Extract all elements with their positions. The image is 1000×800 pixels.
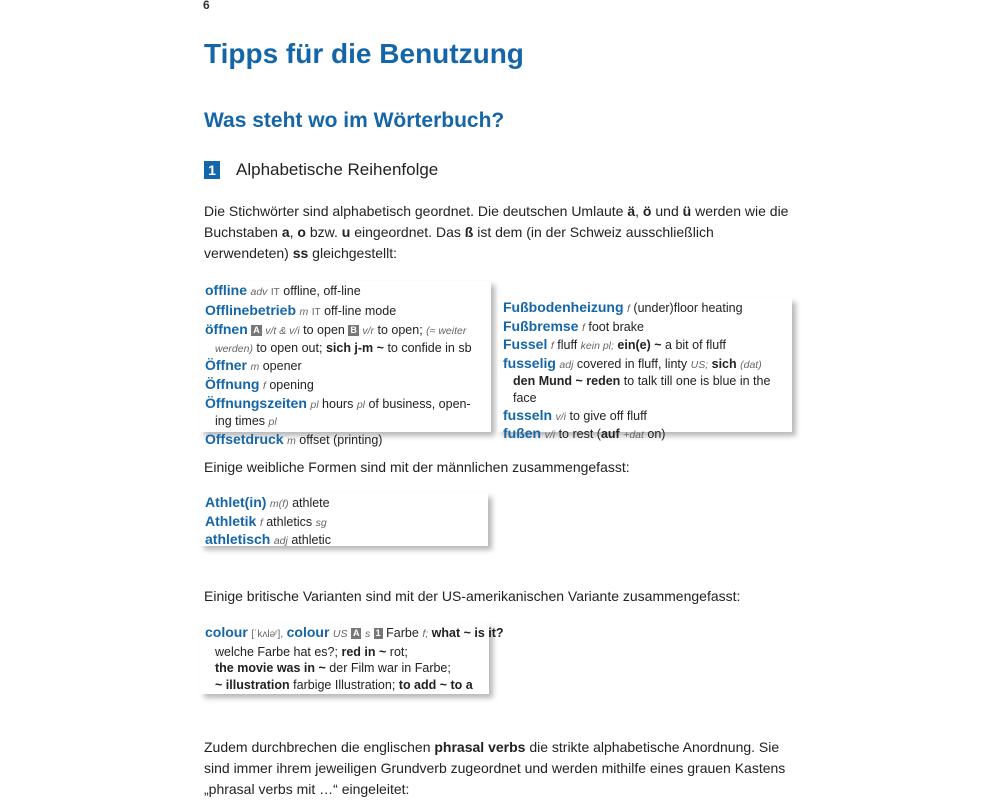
text: werden wie die Buchstaben bbox=[204, 203, 789, 240]
paragraph-phrasal-verbs bbox=[204, 737, 794, 800]
definition: to open bbox=[303, 323, 345, 338]
entry-fussbremse bbox=[503, 318, 792, 337]
definition: to give off fluff bbox=[569, 408, 647, 423]
headword: colour bbox=[205, 624, 248, 640]
headword: fusseln bbox=[503, 406, 553, 423]
definition: offset (printing) bbox=[299, 432, 383, 447]
page-number: 6 bbox=[203, 0, 210, 12]
headword: athletisch bbox=[205, 531, 271, 548]
text: ist dem (in der Schweiz ausschließlich verwendeten) bbox=[204, 224, 714, 261]
note: +dat bbox=[623, 429, 644, 442]
entry-offsetdruck bbox=[205, 431, 491, 450]
grammar: s bbox=[364, 628, 371, 640]
note: werden) bbox=[215, 342, 253, 355]
sense-tag-b: B bbox=[350, 325, 357, 336]
text: Zudem durchbrechen die englischen bbox=[204, 739, 435, 755]
definition: (under)floor heating bbox=[633, 301, 743, 315]
phrase: den Mund ~ reden bbox=[513, 374, 621, 389]
definition: welche Farbe hat es?; bbox=[215, 644, 338, 659]
grammar: f bbox=[262, 379, 266, 392]
dictionary-excerpt-colour bbox=[200, 623, 504, 694]
sense-tag-1: 1 bbox=[375, 628, 381, 638]
phrase: ~ illustration bbox=[215, 677, 290, 692]
grammar: adv bbox=[250, 286, 268, 298]
headword: Öffnung bbox=[205, 375, 260, 392]
umlaut-a: ä bbox=[627, 203, 636, 219]
entry-fusseln bbox=[503, 407, 792, 426]
headword: öffnen bbox=[205, 321, 248, 338]
headword: fusselig bbox=[503, 354, 556, 371]
label: IT bbox=[311, 306, 321, 318]
sense-tag-a: A bbox=[253, 325, 260, 336]
letter-o: o bbox=[297, 224, 306, 240]
entry-athletisch bbox=[205, 531, 488, 550]
definition: of business, open- bbox=[368, 396, 471, 411]
phrase: ein(e) ~ bbox=[617, 338, 662, 353]
definition: ing times bbox=[215, 414, 266, 429]
definition: Farbe bbox=[386, 626, 419, 640]
text: eingeordnet. Das bbox=[350, 224, 465, 240]
text: bzw. bbox=[305, 224, 342, 240]
entry-oeffnungszeiten-cont bbox=[205, 413, 491, 431]
definition: fluff bbox=[557, 338, 578, 353]
definition: opener bbox=[262, 359, 302, 374]
grammar: f bbox=[259, 516, 263, 529]
dictionary-excerpt-o bbox=[200, 281, 491, 447]
note: (dat) bbox=[740, 358, 762, 371]
headword: fußen bbox=[503, 425, 542, 442]
definition: to confide in sb bbox=[387, 340, 472, 355]
headword: Öffnungszeiten bbox=[205, 394, 307, 411]
headword: Fußbodenheizung bbox=[503, 299, 624, 315]
definition: on) bbox=[643, 427, 666, 442]
text: gleichgestellt: bbox=[308, 245, 398, 261]
page-title: Tipps für die Benutzung bbox=[204, 38, 524, 69]
grammar: v/i bbox=[555, 410, 566, 423]
phrase: sich bbox=[711, 356, 737, 371]
grammar: adj bbox=[559, 358, 574, 371]
grammar: m bbox=[299, 305, 309, 318]
entry-offline bbox=[205, 282, 491, 302]
entry-colour bbox=[205, 624, 504, 644]
entry-fussen bbox=[503, 425, 792, 444]
grammar: v/i bbox=[544, 429, 556, 442]
entry-colour-cont bbox=[205, 677, 489, 694]
letter-u: u bbox=[341, 224, 351, 240]
grammar: f bbox=[550, 340, 554, 353]
definition: athlete bbox=[292, 496, 330, 510]
entry-athletin bbox=[205, 494, 488, 513]
definition: off-line mode bbox=[324, 303, 397, 318]
paragraph-british-variants: Einige britische Varianten sind mit der US-amerikanischen Variante zusammengefasst: bbox=[204, 588, 741, 604]
dictionary-excerpt-f bbox=[498, 298, 792, 442]
subsection-title: Alphabetische Reihenfolge bbox=[236, 160, 439, 179]
label: IT bbox=[270, 287, 280, 298]
phrasal-verbs-term: phrasal verbs bbox=[434, 739, 526, 755]
definition: athletic bbox=[291, 533, 331, 548]
grammar: m bbox=[250, 361, 260, 374]
grammar: m bbox=[287, 434, 296, 447]
definition: to open; bbox=[377, 323, 423, 338]
entry-fussbodenheizung bbox=[503, 299, 792, 318]
text: Die Stichwörter sind alphabetisch geordnet. Die deutschen Umlaute bbox=[204, 203, 628, 219]
definition: to rest ( bbox=[558, 427, 601, 442]
entry-oeffnen-cont bbox=[205, 340, 491, 358]
text: , bbox=[289, 224, 298, 240]
headword-us: colour bbox=[286, 624, 330, 640]
definition: opening bbox=[269, 377, 314, 392]
grammar: v/r bbox=[362, 325, 375, 338]
entry-oeffnung bbox=[205, 376, 491, 395]
phrase: what ~ is it? bbox=[431, 626, 504, 640]
definition: foot brake bbox=[588, 319, 644, 334]
umlaut-u: ü bbox=[682, 203, 692, 219]
definition: athletics bbox=[266, 514, 313, 529]
text: und bbox=[651, 203, 683, 219]
phrase: auf bbox=[600, 427, 620, 442]
text: die strikte alphabetische Anordnung. Sie sind immer ihrem jeweiligen Grundverb zugeordnet und werden mithilfe eines grauen Kastens „phrasal verbs mit …“ eingeleitet: bbox=[204, 739, 786, 797]
definition: a bit of fluff bbox=[665, 338, 726, 353]
headword: Offsetdruck bbox=[205, 430, 284, 447]
definition: offline, off-line bbox=[283, 284, 361, 298]
entry-oeffnungszeiten bbox=[205, 395, 491, 414]
section-number-badge: 1 bbox=[204, 161, 220, 179]
dictionary-excerpt-athlet bbox=[200, 493, 488, 546]
definition: hours bbox=[322, 396, 354, 411]
definition: rot; bbox=[389, 644, 408, 659]
phrase: sich j-m ~ bbox=[325, 340, 384, 355]
letters-ss: ss bbox=[292, 245, 309, 261]
note: (≈ weiter bbox=[426, 325, 467, 338]
grammar: sg bbox=[315, 516, 327, 529]
entry-oeffnen bbox=[205, 321, 491, 340]
entry-colour-cont bbox=[205, 644, 489, 661]
paragraph-female-forms: Einige weibliche Formen sind mit der männlichen zusammengefasst: bbox=[204, 459, 630, 475]
label: US bbox=[332, 628, 348, 640]
phrase: to add ~ to a bbox=[398, 677, 473, 692]
sense-tag-a: A bbox=[352, 628, 360, 638]
entry-fussel bbox=[503, 336, 792, 355]
entry-fusselig-cont bbox=[503, 373, 785, 406]
headword: Offlinebetrieb bbox=[205, 301, 297, 318]
phrase: the movie was in ~ bbox=[215, 661, 326, 676]
pronunciation: [ˈkʌləʳ], bbox=[251, 629, 284, 640]
grammar: pl bbox=[268, 416, 277, 429]
headword: Athletik bbox=[205, 512, 257, 529]
entry-colour-cont bbox=[205, 660, 489, 677]
definition: der Film war in Farbe; bbox=[329, 661, 451, 676]
definition: to open out; bbox=[256, 340, 323, 355]
grammar: f bbox=[627, 303, 630, 315]
grammar: m(f) bbox=[269, 498, 289, 510]
entry-athletik bbox=[205, 513, 488, 532]
text: , bbox=[635, 203, 643, 219]
grammar: pl bbox=[310, 398, 319, 411]
label: US; bbox=[690, 358, 709, 371]
headword: offline bbox=[205, 282, 247, 298]
headword: Fußbremse bbox=[503, 317, 579, 334]
headword: Fussel bbox=[503, 336, 548, 353]
grammar: f; bbox=[422, 628, 429, 640]
section-heading: Was steht wo im Wörterbuch? bbox=[204, 109, 505, 132]
headword: Athlet(in) bbox=[205, 494, 267, 510]
umlaut-o: ö bbox=[642, 203, 652, 219]
grammar: f bbox=[581, 321, 585, 334]
grammar: pl bbox=[356, 398, 365, 411]
entry-fusselig bbox=[503, 355, 792, 374]
grammar: adj bbox=[273, 535, 288, 548]
definition: to talk till one is blue in the face bbox=[513, 374, 771, 405]
entry-offlinebetrieb bbox=[205, 302, 491, 322]
letter-a: a bbox=[281, 224, 290, 240]
headword: Öffner bbox=[205, 357, 247, 374]
definition: farbige Illustration; bbox=[293, 677, 396, 692]
definition: covered in fluff, linty bbox=[576, 356, 688, 371]
phrase: red in ~ bbox=[341, 644, 387, 659]
intro-paragraph bbox=[204, 201, 794, 264]
note: kein pl; bbox=[580, 340, 614, 353]
entry-oeffner bbox=[205, 357, 491, 376]
eszett: ß bbox=[464, 224, 474, 240]
grammar: v/t & v/i bbox=[265, 325, 300, 338]
